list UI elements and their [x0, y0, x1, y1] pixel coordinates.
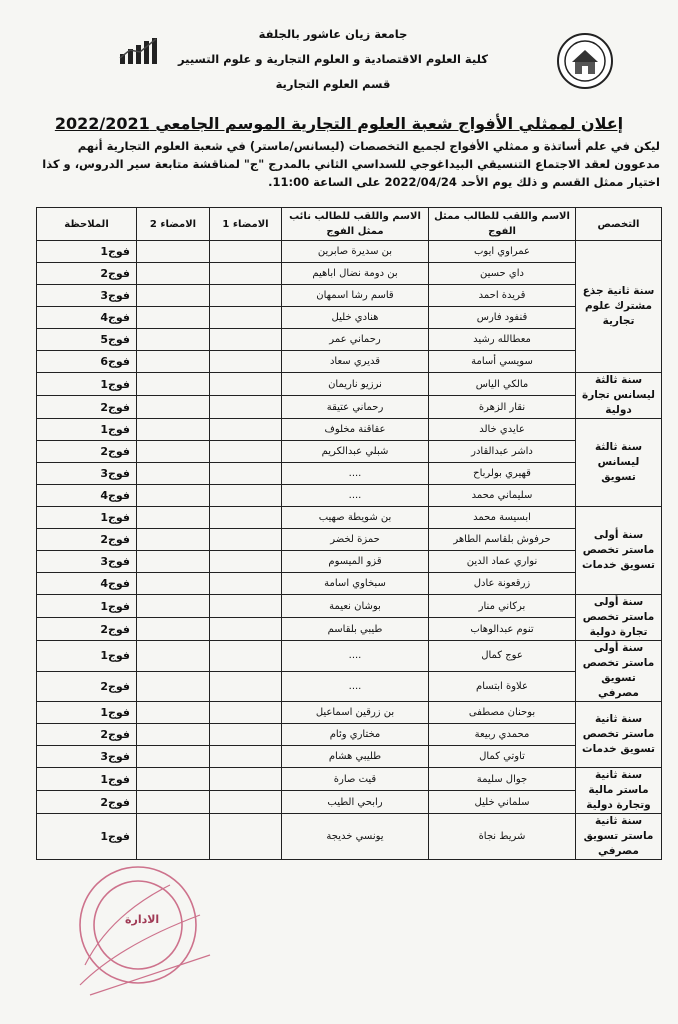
- cell-note: فوج3: [37, 551, 137, 573]
- cell-signature-1: [210, 724, 282, 746]
- cell-representative: معطالله رشيد: [429, 329, 576, 351]
- cell-note: فوج5: [37, 329, 137, 351]
- table-row: [37, 485, 662, 507]
- cell-note: فوج2: [37, 791, 137, 814]
- cell-signature-2: [137, 419, 210, 441]
- cell-deputy: شبلي عبدالكريم: [282, 441, 429, 463]
- cell-deputy: بن دومة نضال اباهيم: [282, 263, 429, 285]
- cell-signature-1: [210, 671, 282, 702]
- cell-signature-2: [137, 485, 210, 507]
- table-row: [37, 419, 662, 441]
- faculty-seal-icon: [556, 32, 614, 90]
- table-row: [37, 529, 662, 551]
- cell-specialty: سنة ثانية ماستر تسويق مصرفي: [576, 814, 662, 860]
- cell-signature-2: [137, 396, 210, 419]
- department-name: قسم العلوم التجارية: [275, 77, 391, 91]
- table-row: [37, 746, 662, 768]
- cell-representative: نواري عماد الدين: [429, 551, 576, 573]
- cell-representative: تاوتي كمال: [429, 746, 576, 768]
- cell-representative: عمراوي ايوب: [429, 241, 576, 263]
- cell-deputy: يونسي خديجة: [282, 814, 429, 860]
- cell-signature-1: [210, 618, 282, 641]
- cell-representative: محمدي ربيعة: [429, 724, 576, 746]
- cell-signature-1: [210, 241, 282, 263]
- cell-representative: عايدي خالد: [429, 419, 576, 441]
- cell-deputy: ....: [282, 485, 429, 507]
- cell-note: فوج1: [37, 641, 137, 672]
- cell-representative: سلماني خليل: [429, 791, 576, 814]
- cell-deputy: مختاري وئام: [282, 724, 429, 746]
- cell-deputy: قيت صارة: [282, 768, 429, 791]
- cell-signature-2: [137, 702, 210, 724]
- letterhead: [0, 10, 678, 110]
- header-signature-2: الامضاء 2: [137, 208, 210, 241]
- cell-deputy: عقاقنة مخلوف: [282, 419, 429, 441]
- cell-note: فوج4: [37, 307, 137, 329]
- cell-specialty: سنة ثالثة ليسانس تجارة دولية: [576, 373, 662, 419]
- cell-signature-1: [210, 329, 282, 351]
- cell-signature-1: [210, 441, 282, 463]
- table-body: [37, 241, 662, 860]
- cell-specialty: سنة ثالثة ليسانس تسويق: [576, 419, 662, 507]
- table-row: [37, 285, 662, 307]
- cell-representative: عوج كمال: [429, 641, 576, 672]
- cell-specialty: سنة ثانية ماستر تخصص تسويق خدمات: [576, 702, 662, 768]
- cell-note: فوج2: [37, 618, 137, 641]
- cell-note: فوج2: [37, 671, 137, 702]
- cell-signature-2: [137, 618, 210, 641]
- cell-note: فوج1: [37, 768, 137, 791]
- cell-representative: مالكي الياس: [429, 373, 576, 396]
- cell-note: فوج4: [37, 485, 137, 507]
- cell-signature-2: [137, 463, 210, 485]
- table-row: [37, 702, 662, 724]
- cell-representative: حرفوش بلقاسم الطاهر: [429, 529, 576, 551]
- table-row: [37, 724, 662, 746]
- cell-signature-2: [137, 746, 210, 768]
- cell-signature-2: [137, 507, 210, 529]
- table-row: [37, 463, 662, 485]
- cell-signature-1: [210, 307, 282, 329]
- cell-signature-1: [210, 573, 282, 595]
- table-row: [37, 263, 662, 285]
- cell-representative: سويسي أسامة: [429, 351, 576, 373]
- stamp-label: الادارة: [125, 913, 160, 926]
- cell-representative: ابسيسة محمد: [429, 507, 576, 529]
- table-row: [37, 396, 662, 419]
- table-row: [37, 441, 662, 463]
- cell-note: فوج3: [37, 285, 137, 307]
- cell-representative: علاوة ابتسام: [429, 671, 576, 702]
- cell-representative: قهيري بولرباح: [429, 463, 576, 485]
- cell-note: فوج1: [37, 814, 137, 860]
- table-row: [37, 573, 662, 595]
- cell-representative: بوحنان مصطفى: [429, 702, 576, 724]
- cell-deputy: نرزيو ناريمان: [282, 373, 429, 396]
- cell-signature-1: [210, 396, 282, 419]
- cell-signature-2: [137, 307, 210, 329]
- header-signature-1: الامضاء 1: [210, 208, 282, 241]
- cell-signature-2: [137, 595, 210, 618]
- cell-note: فوج1: [37, 419, 137, 441]
- cell-deputy: رحماني عتيقة: [282, 396, 429, 419]
- cell-signature-1: [210, 351, 282, 373]
- cell-signature-2: [137, 573, 210, 595]
- cell-deputy: طيبي بلقاسم: [282, 618, 429, 641]
- cell-representative: تنوم عبدالوهاب: [429, 618, 576, 641]
- cell-specialty: سنة ثانية ماستر مالية وتجارة دولية: [576, 768, 662, 814]
- cell-representative: جوال سليمة: [429, 768, 576, 791]
- table-row: [37, 507, 662, 529]
- cell-deputy: ....: [282, 641, 429, 672]
- table-row: [37, 551, 662, 573]
- cell-note: فوج3: [37, 463, 137, 485]
- cell-signature-1: [210, 595, 282, 618]
- cell-specialty: سنة أولى ماستر تخصص تجارة دولية: [576, 595, 662, 641]
- cell-deputy: بوشان نعيمة: [282, 595, 429, 618]
- cell-signature-1: [210, 485, 282, 507]
- table-row: [37, 791, 662, 814]
- cell-signature-1: [210, 529, 282, 551]
- cell-deputy: ....: [282, 463, 429, 485]
- cell-signature-2: [137, 791, 210, 814]
- cell-signature-2: [137, 641, 210, 672]
- announcement-text: ليكن في علم أساتذة و ممثلي الأفواج لجميع التخصصات (ليسانس/ماستر) في شعبة العلوم التجارية أنهم مدعوون لعقد الاجتماع التنسيقي البيداغوجي للسداسي الثاني بالمدرج "ج" لمناقشة متابعة سير الدروس، و كذا اختيار ممثل القسم و ذلك يوم الأحد 2022/04/24 على الساعة 11:00.: [42, 139, 660, 189]
- cell-signature-2: [137, 671, 210, 702]
- cell-representative: قنفود فارس: [429, 307, 576, 329]
- table-header-row: [37, 208, 662, 241]
- cell-signature-2: [137, 329, 210, 351]
- cell-deputy: بن زرقين اسماعيل: [282, 702, 429, 724]
- cell-signature-2: [137, 551, 210, 573]
- cell-note: فوج2: [37, 396, 137, 419]
- cell-deputy: هنادي خليل: [282, 307, 429, 329]
- table-row: [37, 329, 662, 351]
- cell-deputy: قزو الميسوم: [282, 551, 429, 573]
- cell-signature-1: [210, 791, 282, 814]
- cell-deputy: ....: [282, 671, 429, 702]
- cell-note: فوج1: [37, 702, 137, 724]
- table-row: [37, 814, 662, 860]
- table-row: [37, 351, 662, 373]
- cell-deputy: حمزة لخضر: [282, 529, 429, 551]
- cell-specialty: سنة أولى ماستر تخصص تسويق مصرفي: [576, 641, 662, 702]
- header-representative: الاسم واللقب للطالب ممثل الفوج: [429, 208, 576, 241]
- cell-signature-2: [137, 768, 210, 791]
- header-note: الملاحظة: [37, 208, 137, 241]
- cell-specialty: سنة أولى ماستر تخصص تسويق خدمات: [576, 507, 662, 595]
- cell-signature-1: [210, 507, 282, 529]
- page-title: إعلان لممثلي الأفواج شعبة العلوم التجارية الموسم الجامعي 2022/2021: [54, 114, 624, 133]
- cell-signature-1: [210, 551, 282, 573]
- cell-note: فوج2: [37, 441, 137, 463]
- table-row: [37, 768, 662, 791]
- cell-note: فوج3: [37, 746, 137, 768]
- cell-note: فوج4: [37, 573, 137, 595]
- letterhead-text: [173, 22, 493, 97]
- cell-specialty: سنة ثانية جذع مشترك علوم تجارية: [576, 241, 662, 373]
- faculty-name: كلية العلوم الاقتصادية و العلوم التجارية و علوم التسيير: [178, 52, 488, 66]
- cell-signature-1: [210, 702, 282, 724]
- cell-signature-1: [210, 463, 282, 485]
- header-specialty: التخصص: [576, 208, 662, 241]
- cell-representative: قريدة احمد: [429, 285, 576, 307]
- cell-note: فوج1: [37, 373, 137, 396]
- table-row: [37, 641, 662, 672]
- cell-signature-2: [137, 529, 210, 551]
- cell-deputy: سبخاوي اسامة: [282, 573, 429, 595]
- cell-note: فوج2: [37, 529, 137, 551]
- cell-signature-2: [137, 373, 210, 396]
- cell-representative: نقار الزهرة: [429, 396, 576, 419]
- cell-signature-1: [210, 814, 282, 860]
- cell-representative: بركاني منار: [429, 595, 576, 618]
- cell-signature-2: [137, 263, 210, 285]
- cell-deputy: بن شويطة صهيب: [282, 507, 429, 529]
- cell-signature-1: [210, 263, 282, 285]
- header-deputy: الاسم واللقب للطالب نائب ممثل الفوج: [282, 208, 429, 241]
- cell-deputy: قديري سعاد: [282, 351, 429, 373]
- cell-signature-1: [210, 746, 282, 768]
- cell-signature-2: [137, 285, 210, 307]
- cell-signature-1: [210, 419, 282, 441]
- cell-signature-1: [210, 373, 282, 396]
- cell-representative: داي حسين: [429, 263, 576, 285]
- table-row: [37, 595, 662, 618]
- cell-deputy: رابحي الطيب: [282, 791, 429, 814]
- table-row: [37, 241, 662, 263]
- table-row: [37, 373, 662, 396]
- cell-signature-1: [210, 641, 282, 672]
- cell-deputy: رحماني عمر: [282, 329, 429, 351]
- table-row: [37, 618, 662, 641]
- university-name: جامعة زيان عاشور بالجلفة: [258, 27, 408, 41]
- cell-representative: زرقعونة عادل: [429, 573, 576, 595]
- cell-representative: شريط نجاة: [429, 814, 576, 860]
- cell-signature-2: [137, 351, 210, 373]
- cell-representative: داشر عبدالقادر: [429, 441, 576, 463]
- university-logo-icon: [118, 36, 168, 66]
- cell-signature-1: [210, 768, 282, 791]
- cell-signature-2: [137, 814, 210, 860]
- cell-deputy: بن سديرة صابرين: [282, 241, 429, 263]
- table-row: [37, 671, 662, 702]
- cell-signature-2: [137, 241, 210, 263]
- cell-note: فوج6: [37, 351, 137, 373]
- representatives-table-container: [36, 207, 661, 860]
- cell-signature-2: [137, 724, 210, 746]
- table-row: [37, 307, 662, 329]
- cell-deputy: طليبي هشام: [282, 746, 429, 768]
- cell-note: فوج2: [37, 263, 137, 285]
- cell-note: فوج1: [37, 241, 137, 263]
- cell-signature-1: [210, 285, 282, 307]
- administration-stamp-icon: [60, 855, 220, 1005]
- cell-signature-2: [137, 441, 210, 463]
- cell-note: فوج2: [37, 724, 137, 746]
- representatives-table: [36, 207, 662, 860]
- cell-representative: سليماني محمد: [429, 485, 576, 507]
- cell-deputy: قاسم رشا اسمهان: [282, 285, 429, 307]
- cell-note: فوج1: [37, 507, 137, 529]
- cell-note: فوج1: [37, 595, 137, 618]
